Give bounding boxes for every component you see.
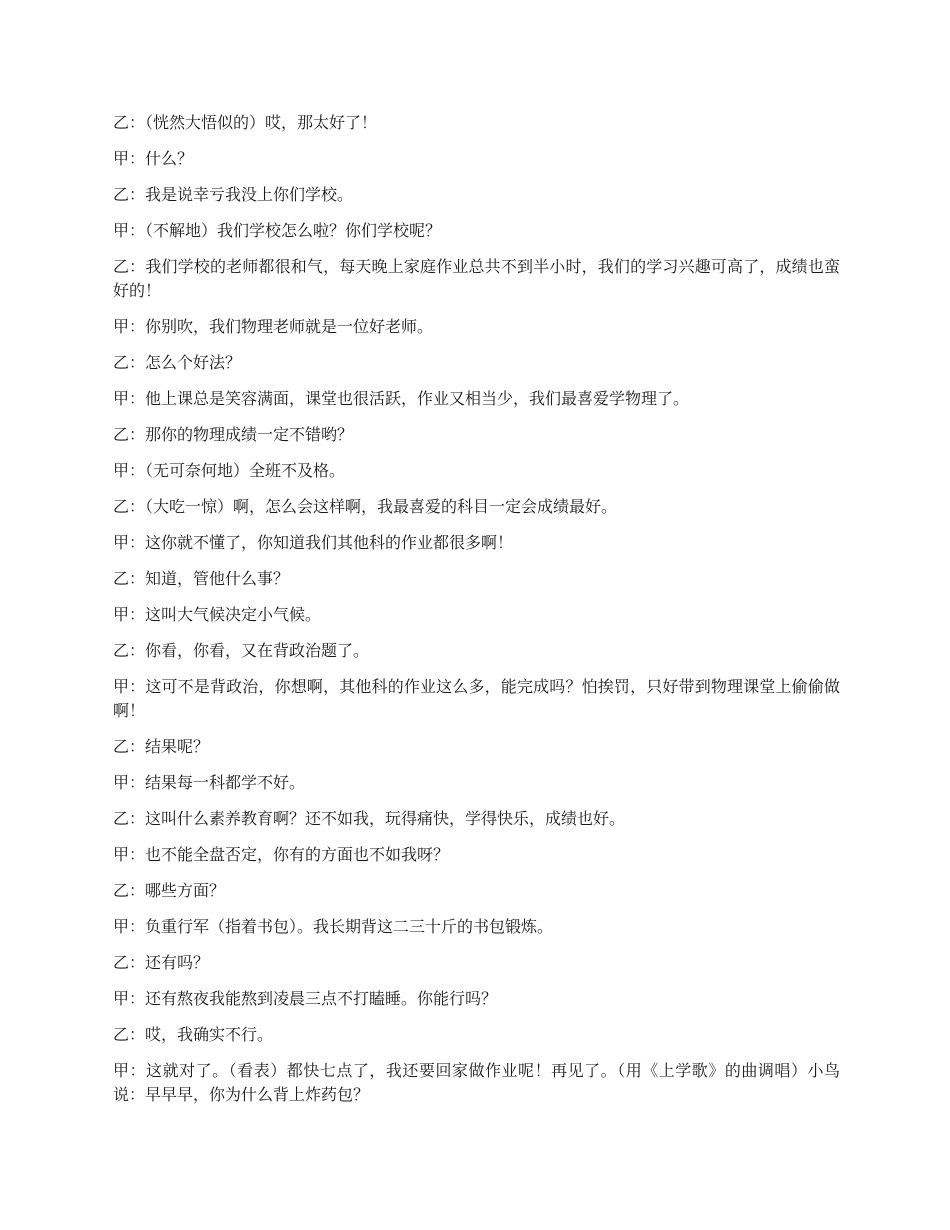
dialogue-line: 乙：（恍然大悟似的）哎，那太好了！ — [113, 113, 378, 132]
dialogue-line: 乙：（大吃一惊）啊，怎么会这样啊，我最喜爱的科目一定会成绩最好。 — [113, 497, 618, 516]
dialogue-line: 乙：这叫什么素养教育啊？还不如我，玩得痛快，学得快乐，成绩也好。 — [113, 809, 626, 828]
dialogue-line: 乙：哎，我确实不行。 — [113, 1025, 274, 1044]
dialogue-line: 乙：哪些方面？ — [113, 881, 226, 900]
dialogue-line: 甲：你别吹，我们物理老师就是一位好老师。 — [113, 317, 434, 336]
dialogue-line: 甲：这就对了。（看表）都快七点了，我还要回家做作业呢！再见了。（用《上学歌》的曲调唱）小鸟说：早早早，你为什么背上炸药包？ — [113, 1061, 840, 1104]
dialogue-line: 甲：这你就不懂了，你知道我们其他科的作业都很多啊！ — [113, 533, 514, 552]
dialogue-line: 甲：也不能全盘否定，你有的方面也不如我呀？ — [113, 845, 450, 864]
dialogue-line: 乙：怎么个好法？ — [113, 353, 242, 372]
dialogue-line: 乙：我是说幸亏我没上你们学校。 — [113, 185, 354, 204]
dialogue-line: 乙：结果呢？ — [113, 737, 210, 756]
dialogue-body — [113, 111, 840, 1119]
dialogue-line: 甲：负重行军（指着书包）。我长期背这二三十斤的书包锻炼。 — [113, 917, 554, 936]
dialogue-line: 乙：你看，你看，又在背政治题了。 — [113, 641, 370, 660]
dialogue-line: 甲：这叫大气候决定小气候。 — [113, 605, 322, 624]
dialogue-line: 乙：我们学校的老师都很和气，每天晚上家庭作业总共不到半小时，我们的学习兴趣可高了，成绩也蛮好的！ — [113, 257, 840, 300]
dialogue-line: 甲：结果每一科都学不好。 — [113, 773, 306, 792]
dialogue-line: 甲：还有熬夜我能熬到凌晨三点不打瞌睡。你能行吗？ — [113, 989, 498, 1008]
dialogue-line: 甲：（无可奈何地）全班不及格。 — [113, 461, 346, 480]
dialogue-line: 甲：（不解地）我们学校怎么啦？你们学校呢？ — [113, 221, 442, 240]
dialogue-line: 甲：什么？ — [113, 149, 194, 168]
dialogue-line: 甲：这可不是背政治，你想啊，其他科的作业这么多，能完成吗？怕挨罚，只好带到物理课堂上偷偷做啊！ — [113, 677, 840, 720]
dialogue-line: 乙：那你的物理成绩一定不错哟？ — [113, 425, 354, 444]
dialogue-line: 乙：知道，管他什么事？ — [113, 569, 290, 588]
dialogue-line: 乙：还有吗？ — [113, 953, 210, 972]
dialogue-line: 甲：他上课总是笑容满面，课堂也很活跃，作业又相当少，我们最喜爱学物理了。 — [113, 389, 690, 408]
